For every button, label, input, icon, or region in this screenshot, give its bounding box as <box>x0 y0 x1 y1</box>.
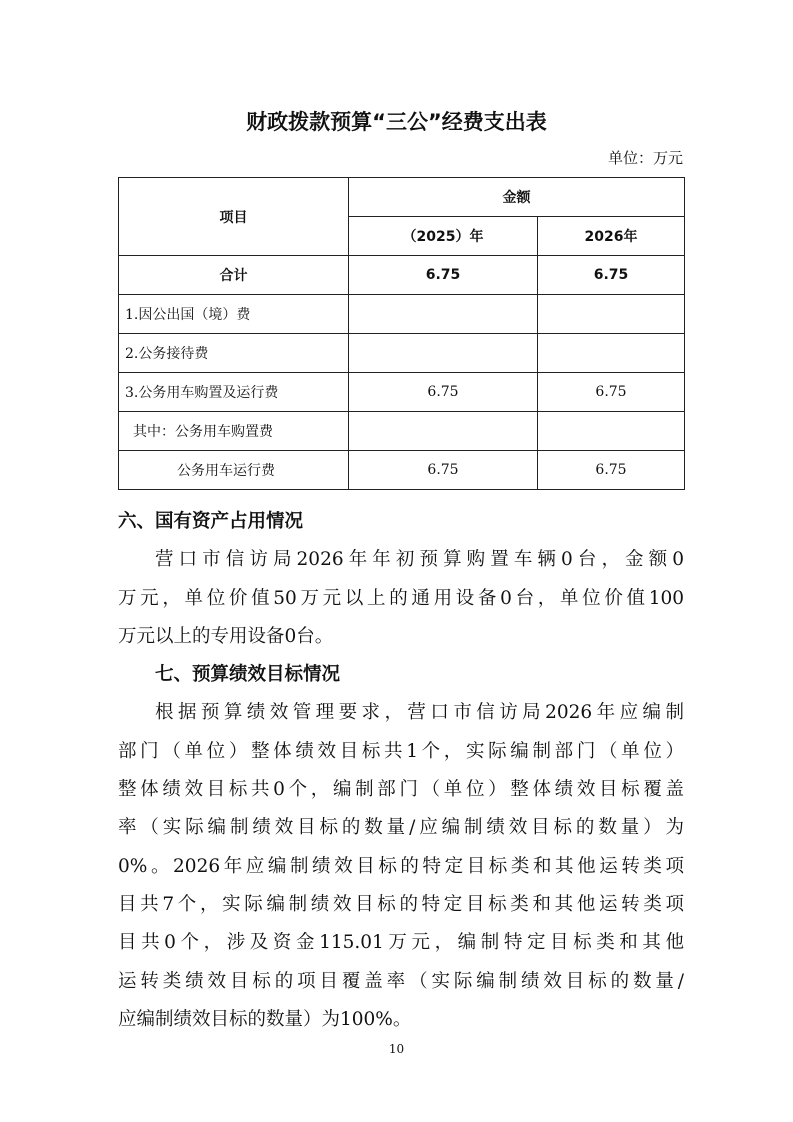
paragraph-line: 根据预算绩效管理要求，营口市信访局2026年应编制 <box>155 702 684 724</box>
row-label: 公务用车运行费 <box>119 451 349 490</box>
paragraph-line: 万元，单位价值50万元以上的通用设备0台，单位价值100 <box>118 587 684 609</box>
header-cur-year: 2026年 <box>538 217 685 256</box>
paragraph-line: 营口市信访局2026年年初预算购置车辆0台，金额0 <box>155 549 684 571</box>
row-prev <box>349 295 538 334</box>
row-prev: 6.75 <box>349 256 538 295</box>
row-prev: 6.75 <box>349 451 538 490</box>
paragraph-line: 整体绩效目标共0个，编制部门（单位）整体绩效目标覆盖 <box>118 779 684 801</box>
table-row <box>119 373 685 412</box>
header-prev-year: （2025）年 <box>349 217 538 256</box>
table-row <box>119 295 685 334</box>
unit-label: 单位：万元 <box>607 149 683 167</box>
row-label: 合计 <box>119 256 349 295</box>
row-label: 2.公务接待费 <box>119 334 349 373</box>
paragraph-line: 部门（单位）整体绩效目标共1个，实际编制部门（单位） <box>118 740 684 762</box>
header-amount: 金额 <box>349 178 685 217</box>
row-prev <box>349 412 538 451</box>
row-label: 3.公务用车购置及运行费 <box>119 373 349 412</box>
row-cur <box>538 412 685 451</box>
paragraph-line: 万元以上的专用设备0台。 <box>118 625 334 647</box>
paragraph-line: 率（实际编制绩效目标的数量/应编制绩效目标的数量）为 <box>118 817 684 839</box>
row-prev: 6.75 <box>349 373 538 412</box>
paragraph-line: 应编制绩效目标的数量）为100%。 <box>118 1008 412 1030</box>
table-row <box>119 412 685 451</box>
row-label: 其中：公务用车购置费 <box>119 412 349 451</box>
section-heading: 七、预算绩效目标情况 <box>155 664 341 686</box>
row-cur: 6.75 <box>538 451 685 490</box>
page-number: 10 <box>388 1042 405 1056</box>
section-heading: 六、国有资产占用情况 <box>118 511 304 532</box>
paragraph-line: 运转类绩效目标的项目覆盖率（实际编制绩效目标的数量/ <box>118 970 684 992</box>
body-text <box>118 503 684 1039</box>
row-prev <box>349 334 538 373</box>
paragraph-line: 目共7个，实际编制绩效目标的特定目标类和其他运转类项 <box>118 893 684 915</box>
row-cur: 6.75 <box>538 256 685 295</box>
header-item: 项目 <box>119 178 349 256</box>
row-cur: 6.75 <box>538 373 685 412</box>
table-title: 财政拨款预算“三公”经费支出表 <box>246 110 547 134</box>
table-row <box>119 451 685 490</box>
row-label: 1.因公出国（境）费 <box>119 295 349 334</box>
row-cur <box>538 334 685 373</box>
table-row <box>119 334 685 373</box>
paragraph-line: 目共0个，涉及资金115.01万元，编制特定目标类和其他 <box>118 932 684 954</box>
paragraph-line: 0%。2026年应编制绩效目标的特定目标类和其他运转类项 <box>118 855 684 877</box>
table-row <box>119 256 685 295</box>
row-cur <box>538 295 685 334</box>
three-public-expenses-table <box>118 177 685 490</box>
